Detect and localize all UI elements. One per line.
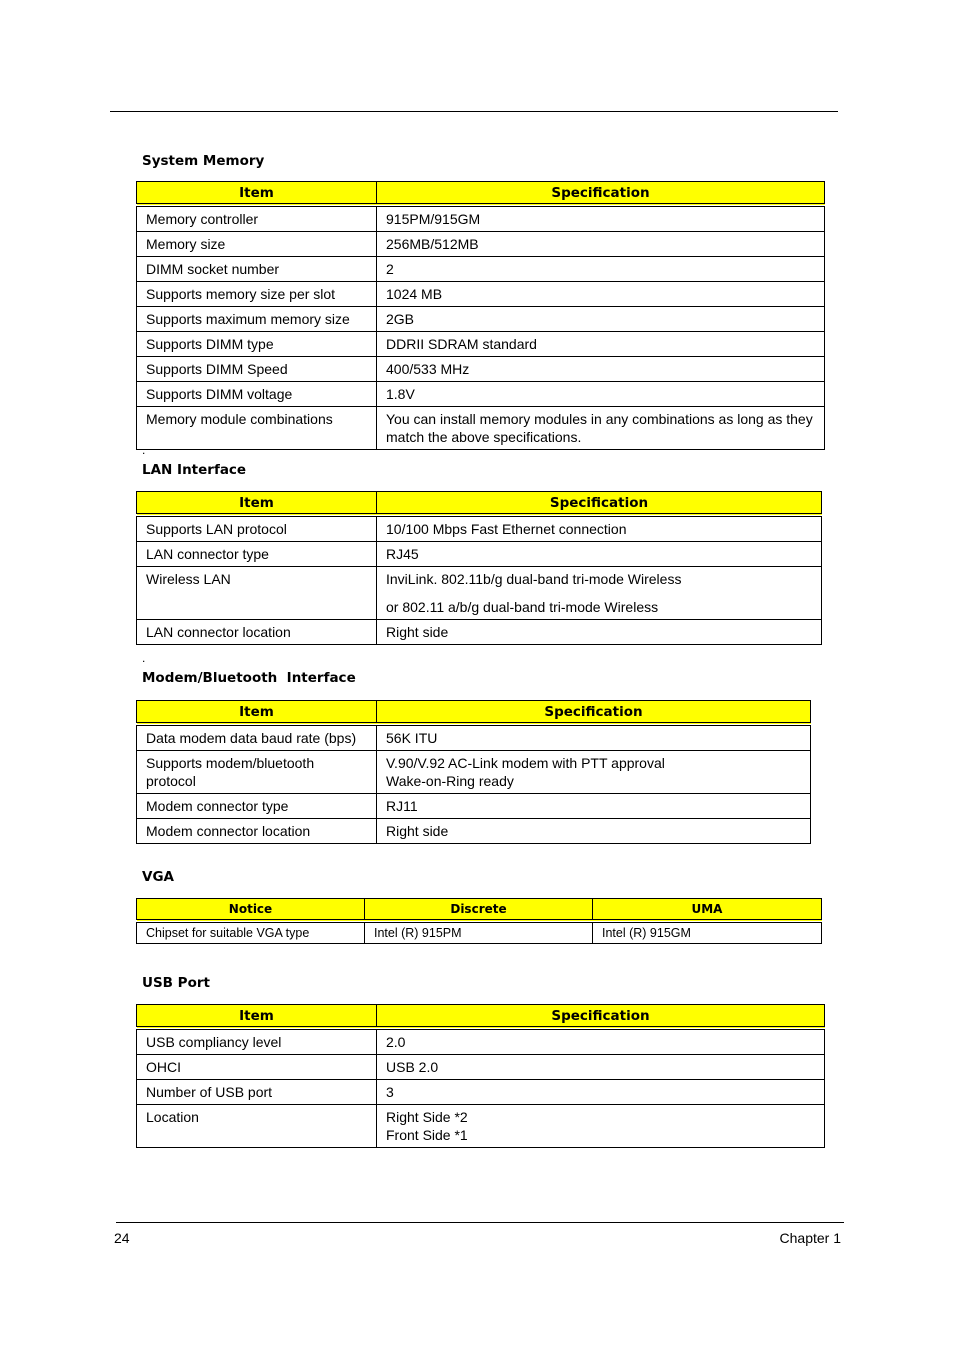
table-row xyxy=(137,921,822,944)
spec-cell: 2.0 xyxy=(377,1028,825,1055)
item-cell: LAN connector type xyxy=(137,542,377,567)
item-cell: Memory module combinations xyxy=(137,407,377,450)
table-row xyxy=(137,382,825,407)
table-header-row xyxy=(137,1005,825,1029)
table-row xyxy=(137,724,811,751)
uma-cell: Intel (R) 915GM xyxy=(593,921,822,944)
chapter-label: Chapter 1 xyxy=(779,1230,841,1246)
section-title-vga: VGA xyxy=(142,869,174,885)
line-gap xyxy=(386,588,812,598)
spec-cell: 400/533 MHz xyxy=(377,357,825,382)
item-cell: Supports memory size per slot xyxy=(137,282,377,307)
column-header-discrete: Discrete xyxy=(365,899,593,922)
column-header-specification: Specification xyxy=(377,182,825,206)
item-cell: Supports modem/bluetooth protocol xyxy=(137,751,377,794)
system-memory-table xyxy=(136,181,825,450)
header-rule xyxy=(110,111,838,112)
spec-cell: USB 2.0 xyxy=(377,1055,825,1080)
spec-line: V.90/V.92 AC-Link modem with PTT approval xyxy=(386,755,665,771)
table-header-row xyxy=(137,492,822,516)
item-cell: Number of USB port xyxy=(137,1080,377,1105)
table-row xyxy=(137,1055,825,1080)
column-header-item: Item xyxy=(137,182,377,206)
table-row xyxy=(137,407,825,450)
item-cell: Memory size xyxy=(137,232,377,257)
table-header-row xyxy=(137,701,811,725)
spec-cell: 1024 MB xyxy=(377,282,825,307)
table-row xyxy=(137,1028,825,1055)
item-cell: Memory controller xyxy=(137,205,377,232)
spec-cell xyxy=(377,567,822,620)
spec-cell: 10/100 Mbps Fast Ethernet connection xyxy=(377,515,822,542)
item-cell: Supports DIMM voltage xyxy=(137,382,377,407)
spec-cell: Right side xyxy=(377,620,822,645)
page-number: 24 xyxy=(114,1230,130,1246)
separator-dot: . xyxy=(142,651,146,665)
table-row xyxy=(137,751,811,794)
spec-cell: Right side xyxy=(377,819,811,844)
usb-port-table xyxy=(136,1004,825,1148)
discrete-cell: Intel (R) 915PM xyxy=(365,921,593,944)
section-title-system-memory: System Memory xyxy=(142,153,265,169)
table-row xyxy=(137,332,825,357)
item-cell: Supports LAN protocol xyxy=(137,515,377,542)
table-header-row xyxy=(137,899,822,922)
spec-line: Front Side *1 xyxy=(386,1127,468,1143)
column-header-notice: Notice xyxy=(137,899,365,922)
column-header-item: Item xyxy=(137,701,377,725)
item-cell: Supports maximum memory size xyxy=(137,307,377,332)
table-row xyxy=(137,542,822,567)
spec-cell: 2GB xyxy=(377,307,825,332)
table-row xyxy=(137,257,825,282)
spec-cell: 3 xyxy=(377,1080,825,1105)
item-cell: LAN connector location xyxy=(137,620,377,645)
table-header-row xyxy=(137,182,825,206)
spec-line: Right Side *2 xyxy=(386,1109,468,1125)
spec-cell: 1.8V xyxy=(377,382,825,407)
spec-cell: 915PM/915GM xyxy=(377,205,825,232)
table-row xyxy=(137,1080,825,1105)
section-title-modem-bluetooth: Modem/Bluetooth Interface xyxy=(142,670,356,686)
table-row xyxy=(137,357,825,382)
modem-bluetooth-table xyxy=(136,700,811,844)
spec-cell xyxy=(377,751,811,794)
spec-cell: DDRII SDRAM standard xyxy=(377,332,825,357)
spec-line: or 802.11 a/b/g dual-band tri-mode Wireless xyxy=(386,599,659,615)
table-row xyxy=(137,1105,825,1148)
section-title-lan-interface: LAN Interface xyxy=(142,462,247,478)
spec-cell xyxy=(377,1105,825,1148)
table-row xyxy=(137,567,822,620)
column-header-specification: Specification xyxy=(377,1005,825,1029)
item-cell: DIMM socket number xyxy=(137,257,377,282)
section-title-usb-port: USB Port xyxy=(142,975,210,991)
spec-cell: 56K ITU xyxy=(377,724,811,751)
footer-rule xyxy=(116,1222,844,1223)
spec-cell: RJ45 xyxy=(377,542,822,567)
table-row xyxy=(137,620,822,645)
spec-line: InviLink. 802.11b/g dual-band tri-mode Wireless xyxy=(386,571,682,587)
table-row xyxy=(137,282,825,307)
table-row xyxy=(137,205,825,232)
item-cell: Supports DIMM type xyxy=(137,332,377,357)
spec-line: Wake-on-Ring ready xyxy=(386,773,514,789)
vga-table xyxy=(136,898,822,944)
column-header-specification: Specification xyxy=(377,492,822,516)
lan-interface-table xyxy=(136,491,822,645)
spec-cell: 256MB/512MB xyxy=(377,232,825,257)
item-cell: USB compliancy level xyxy=(137,1028,377,1055)
table-row xyxy=(137,819,811,844)
separator-dot: . xyxy=(142,443,146,457)
item-cell: Modem connector location xyxy=(137,819,377,844)
column-header-specification: Specification xyxy=(377,701,811,725)
item-cell: Data modem data baud rate (bps) xyxy=(137,724,377,751)
table-row xyxy=(137,515,822,542)
table-row xyxy=(137,794,811,819)
item-cell: OHCI xyxy=(137,1055,377,1080)
table-row xyxy=(137,307,825,332)
table-row xyxy=(137,232,825,257)
item-cell: Location xyxy=(137,1105,377,1148)
column-header-item: Item xyxy=(137,492,377,516)
spec-cell: RJ11 xyxy=(377,794,811,819)
column-header-uma: UMA xyxy=(593,899,822,922)
item-cell: Wireless LAN xyxy=(137,567,377,620)
spec-cell: You can install memory modules in any combinations as long as they match the above specifications. xyxy=(377,407,825,450)
notice-cell: Chipset for suitable VGA type xyxy=(137,921,365,944)
item-cell: Modem connector type xyxy=(137,794,377,819)
column-header-item: Item xyxy=(137,1005,377,1029)
spec-cell: 2 xyxy=(377,257,825,282)
item-cell: Supports DIMM Speed xyxy=(137,357,377,382)
